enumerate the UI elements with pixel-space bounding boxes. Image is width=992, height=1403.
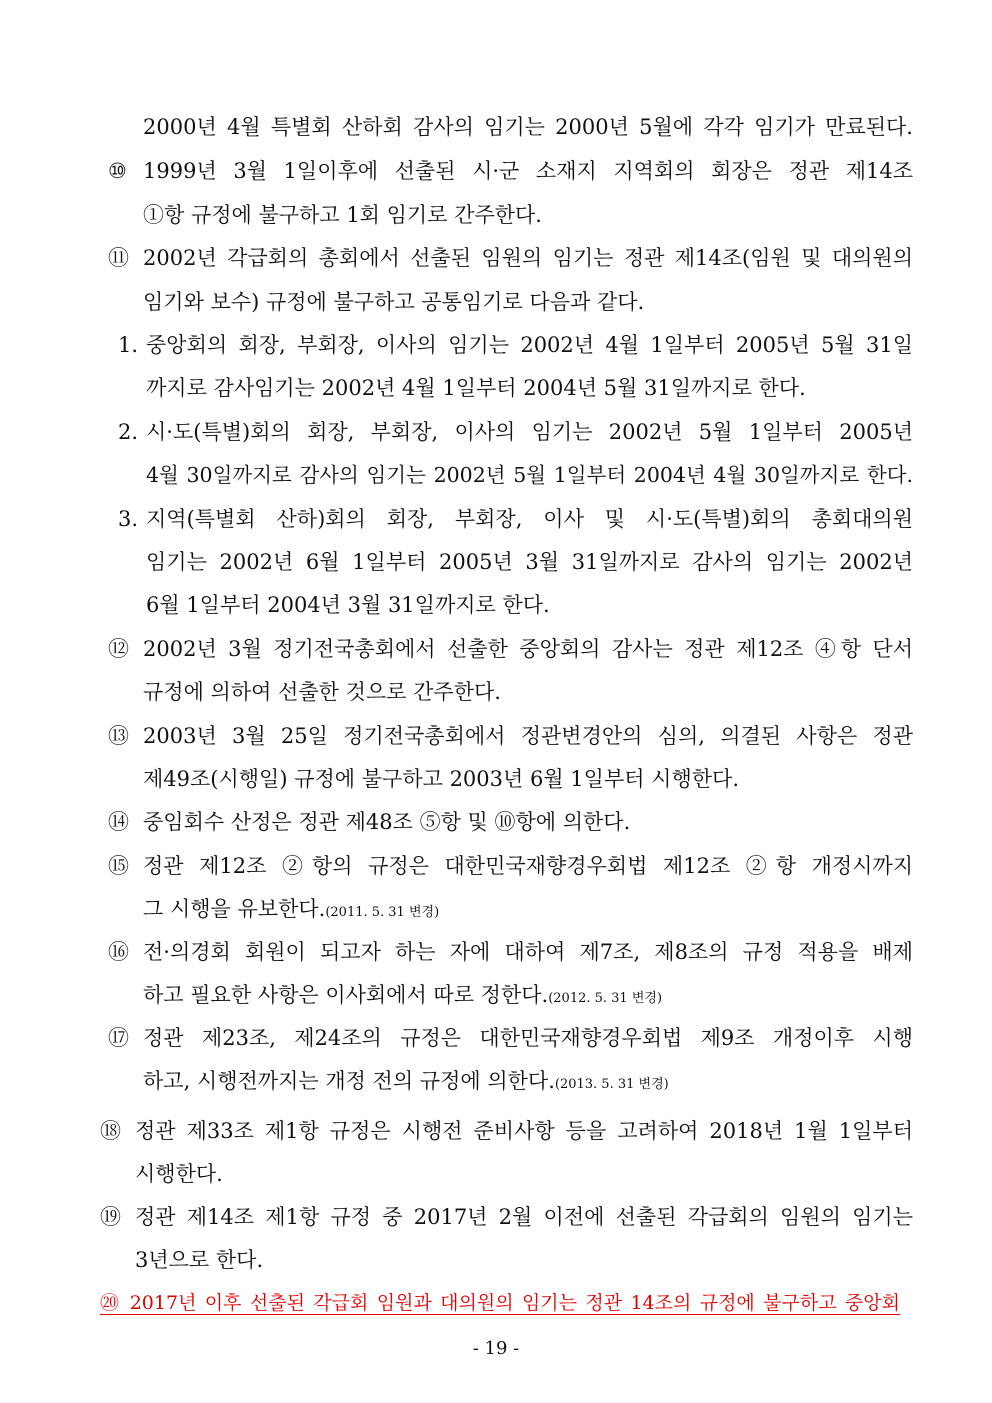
item-marker: ⑰: [108, 1026, 129, 1050]
text-line: 시행한다.: [135, 1162, 223, 1186]
amendment-note: (2013. 5. 31 변경): [554, 1077, 669, 1092]
text-line: 4월 30일까지로 감사의 임기는 2002년 5월 1일부터 2004년 4월 30일까지로 한다.: [146, 463, 913, 487]
text-line: 2003년 3월 25일 정기전국총회에서 정관변경안의 심의, 의결된 사항은 정관: [143, 724, 913, 748]
item-marker: ⑪: [108, 246, 129, 270]
text-line: 그 시행을 유보한다.(2011. 5. 31 변경): [143, 897, 440, 921]
text-line: 1999년 3월 1일이후에 선출된 시·군 소재지 지역회의 회장은 정관 제14조: [143, 159, 913, 183]
text-line: 하고, 시행전까지는 개정 전의 규정에 의한다.(2013. 5. 31 변경): [143, 1069, 669, 1093]
item-marker: ⑯: [108, 940, 129, 964]
item-marker: ⑭: [108, 810, 129, 834]
item-marker: ⑳: [100, 1292, 122, 1314]
text-line: 2002년 3월 정기전국총회에서 선출한 중앙회의 감사는 정관 제12조 ④항 단서: [143, 637, 913, 661]
text-line: 정관 제12조 ②항의 규정은 대한민국재향경우회법 제12조 ②항 개정시까지: [143, 854, 913, 878]
amendment-note: (2012. 5. 31 변경): [548, 991, 663, 1006]
text-line: 임기와 보수) 규정에 불구하고 공통임기로 다음과 같다.: [143, 290, 645, 314]
text-line: 지역(특별회 산하)회의 회장, 부회장, 이사 및 시·도(특별)회의 총회대의원: [146, 507, 913, 531]
item-marker: ⑲: [100, 1205, 121, 1229]
item-marker: ⑫: [108, 637, 129, 661]
text-line: 전·의경회 회원이 되고자 하는 자에 대하여 제7조, 제8조의 규정 적용을 배제: [143, 940, 913, 964]
text-line: 정관 제14조 제1항 규정 중 2017년 2월 이전에 선출된 각급회의 임원의 임기는: [135, 1205, 913, 1229]
text-line: 중임회수 산정은 정관 제48조 ⑤항 및 ⑩항에 의한다.: [143, 810, 631, 834]
text-line: 제49조(시행일) 규정에 불구하고 2003년 6월 1일부터 시행한다.: [143, 767, 740, 791]
text-line: 까지로 감사임기는 2002년 4월 1일부터 2004년 5월 31일까지로 한다.: [146, 376, 806, 400]
item-marker: 1.: [118, 333, 139, 357]
text-line: ①항 규정에 불구하고 1회 임기로 간주한다.: [143, 203, 542, 227]
item-marker: ⑱: [100, 1119, 121, 1143]
text-line: 규정에 의하여 선출한 것으로 간주한다.: [143, 680, 501, 704]
text-line: 6월 1일부터 2004년 3월 31일까지로 한다.: [146, 593, 550, 617]
text-line: 3년으로 한다.: [135, 1248, 264, 1272]
item-marker: ⑩: [108, 159, 127, 183]
text-line: 2002년 각급회의 총회에서 선출된 임원의 임기는 정관 제14조(임원 및 대의원의: [143, 246, 913, 270]
text-line: 하고 필요한 사항은 이사회에서 따로 정한다.(2012. 5. 31 변경): [143, 983, 663, 1007]
text-line: 2000년 4월 특별회 산하회 감사의 임기는 2000년 5월에 각각 임기가 만료된다.: [143, 115, 913, 139]
text-line: 임기는 2002년 6월 1일부터 2005년 3월 31일까지로 감사의 임기는 2002년: [146, 550, 913, 574]
page-number: - 19 -: [472, 1338, 520, 1359]
item-marker: 3.: [118, 507, 139, 531]
item-marker: ⑬: [108, 724, 129, 748]
amendment-note: (2011. 5. 31 변경): [325, 905, 440, 920]
text-line: 중앙회의 회장, 부회장, 이사의 임기는 2002년 4월 1일부터 2005년 5월 31일: [146, 333, 913, 357]
amendment-text: 2017년 이후 선출된 각급회 임원과 대의원의 임기는 정관 14조의 규정에 불구하고 중앙회: [129, 1292, 900, 1314]
text-line: 시·도(특별)회의 회장, 부회장, 이사의 임기는 2002년 5월 1일부터 2005년: [146, 420, 913, 444]
text-line: 정관 제33조 제1항 규정은 시행전 준비사항 등을 고려하여 2018년 1월 1일부터: [135, 1119, 913, 1143]
amendment-line: [100, 1288, 900, 1318]
item-marker: ⑮: [108, 854, 129, 878]
item-marker: 2.: [118, 420, 139, 444]
text-line: 정관 제23조, 제24조의 규정은 대한민국재향경우회법 제9조 개정이후 시행: [143, 1026, 913, 1050]
